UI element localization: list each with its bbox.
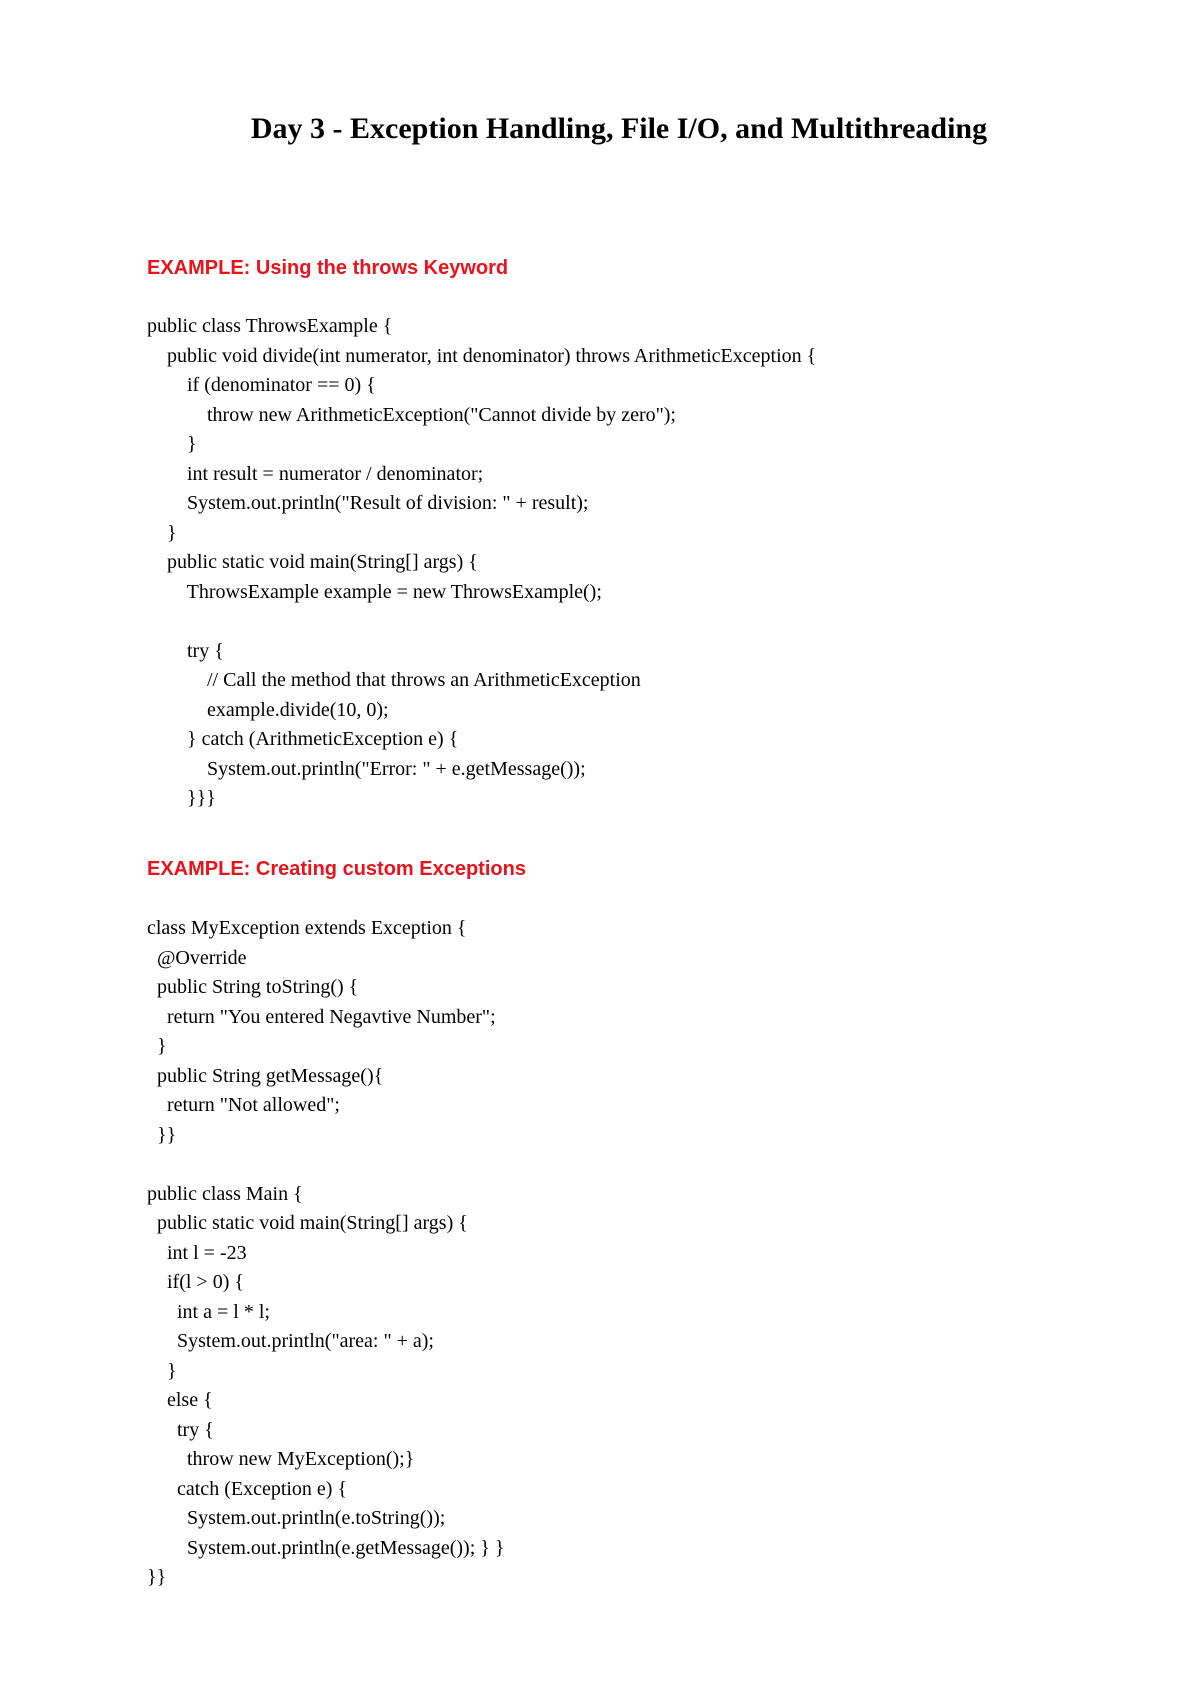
- code-line: class MyException extends Exception {: [147, 917, 467, 939]
- code-line: throw new MyException();}: [147, 1448, 415, 1470]
- code-line-blank: [147, 1150, 504, 1180]
- code-line: try {: [147, 639, 224, 662]
- code-line: }}: [147, 1566, 167, 1588]
- code-line: // Call the method that throws an ArithmeticException: [147, 669, 641, 691]
- code-line: public String getMessage(){: [147, 1064, 384, 1087]
- code-line: example.divide(10, 0);: [147, 698, 389, 721]
- code-line: if(l > 0) {: [147, 1271, 244, 1293]
- code-line: if (denominator == 0) {: [147, 374, 376, 396]
- code-line: try {: [147, 1418, 214, 1441]
- code-line: System.out.println("Result of division: " + result);: [147, 492, 589, 514]
- code-line: public void divide(int numerator, int denominator) throws ArithmeticException {: [147, 344, 817, 367]
- code-line-blank: [147, 607, 816, 637]
- code-line: public static void main(String[] args) {: [147, 551, 478, 573]
- code-line: }: [147, 1359, 177, 1382]
- document-title: Day 3 - Exception Handling, File I/O, and Multithreading: [250, 112, 988, 145]
- code-line: System.out.println(e.getMessage()); } }: [147, 1536, 505, 1559]
- code-line: }: [147, 433, 197, 455]
- code-line: System.out.println(e.toString());: [147, 1507, 446, 1529]
- code-line: throw new ArithmeticException("Cannot divide by zero");: [147, 403, 676, 426]
- code-line: public class Main {: [147, 1182, 303, 1205]
- code-line: }}: [147, 1123, 177, 1146]
- code-line: int l = -23: [147, 1241, 247, 1264]
- code-line: }: [147, 521, 177, 544]
- code-block-throws-example: [147, 312, 816, 814]
- code-block-custom-exception: [147, 914, 504, 1593]
- code-line: ThrowsExample example = new ThrowsExample();: [147, 580, 602, 603]
- code-line: @Override: [147, 946, 247, 969]
- section-heading-custom-exceptions: EXAMPLE: Creating custom Exceptions: [147, 858, 526, 880]
- section-heading-throws-keyword: EXAMPLE: Using the throws Keyword: [147, 257, 509, 279]
- code-line: int result = numerator / denominator;: [147, 462, 484, 485]
- code-line: public static void main(String[] args) {: [147, 1212, 468, 1234]
- code-line: }}}: [147, 787, 216, 809]
- code-line: System.out.println("Error: " + e.getMessage());: [147, 757, 586, 780]
- code-line: public String toString() {: [147, 976, 359, 998]
- code-line: catch (Exception e) {: [147, 1477, 348, 1500]
- code-line: else {: [147, 1389, 213, 1411]
- code-line: System.out.println("area: " + a);: [147, 1330, 434, 1352]
- code-line: return "You entered Negavtive Number";: [147, 1005, 496, 1028]
- code-line: return "Not allowed";: [147, 1094, 340, 1116]
- code-line: public class ThrowsExample {: [147, 315, 393, 337]
- code-line: } catch (ArithmeticException e) {: [147, 728, 459, 750]
- code-line: }: [147, 1035, 167, 1057]
- code-line: int a = l * l;: [147, 1300, 270, 1323]
